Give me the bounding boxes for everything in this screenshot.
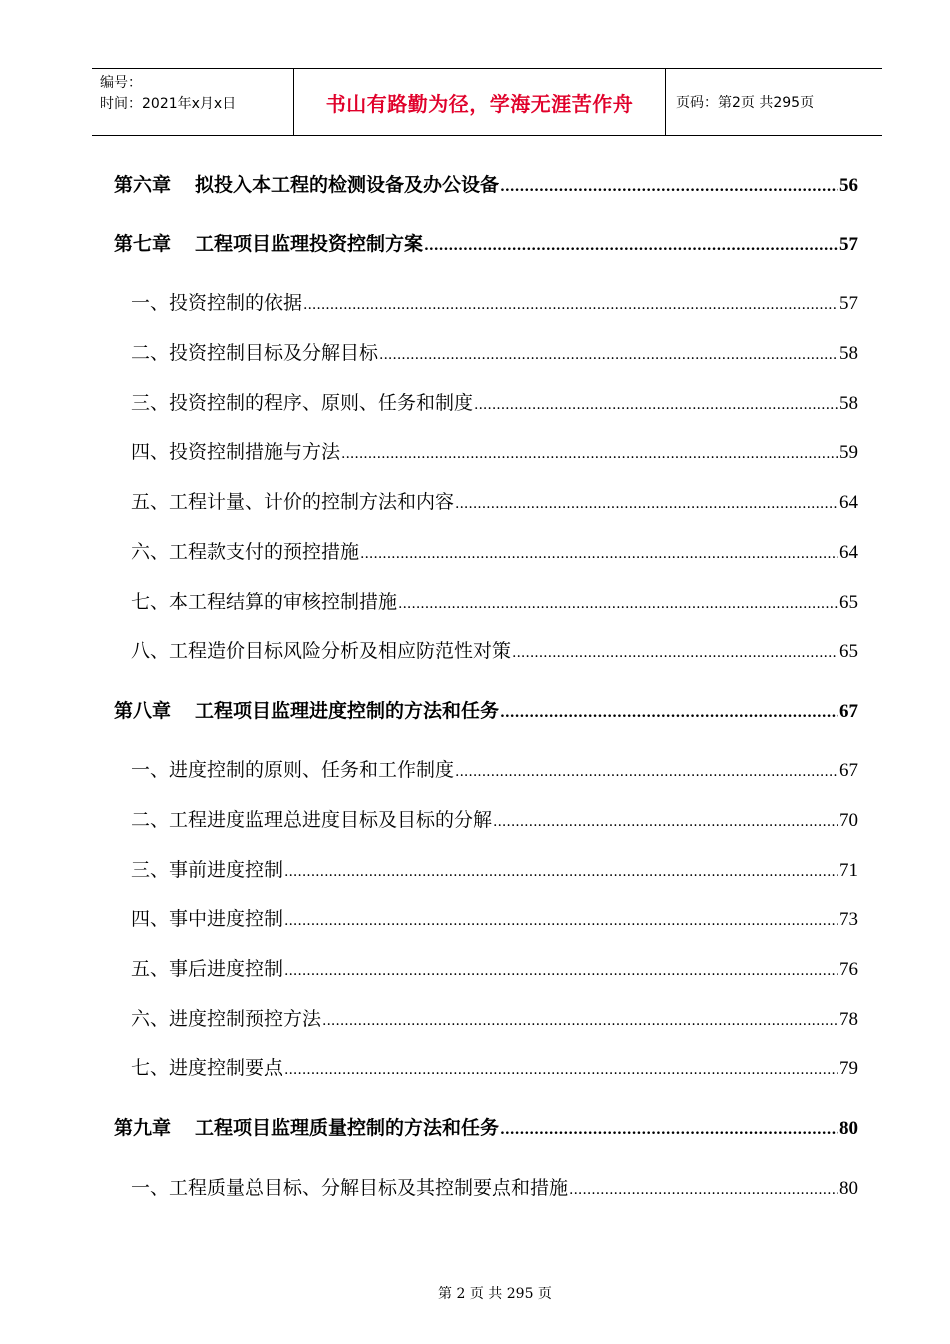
toc-entry-title: 三、事前进度控制 [131, 859, 284, 881]
toc-entry-title: 二、工程进度监理总进度目标及目标的分解 [131, 809, 493, 831]
toc-leader-dots [322, 1007, 838, 1035]
header-page-code: 页码：第2页 共295页 [676, 95, 815, 111]
toc-page-number: 64 [839, 542, 858, 563]
toc-leader-dots [569, 1176, 838, 1204]
page-header [92, 68, 882, 136]
toc-page-number: 57 [839, 234, 858, 255]
toc-section-entry[interactable] [131, 488, 858, 516]
toc-page-number: 58 [839, 393, 858, 414]
toc-section-entry[interactable] [131, 438, 858, 466]
toc-page-number: 80 [839, 1118, 858, 1139]
toc-page-number: 78 [839, 1009, 858, 1030]
toc-leader-dots [284, 1056, 838, 1084]
toc-page-number: 67 [839, 760, 858, 781]
toc-page-number: 71 [839, 860, 858, 881]
toc-section-entry[interactable] [131, 538, 858, 566]
toc-section-entry[interactable] [131, 1174, 858, 1202]
toc-leader-dots [284, 907, 838, 935]
toc-entry-title: 七、进度控制要点 [131, 1057, 284, 1079]
toc-section-entry[interactable] [131, 339, 858, 367]
toc-section-entry[interactable] [131, 806, 858, 834]
toc-entry-title: 五、事后进度控制 [131, 958, 284, 980]
toc-section-entry[interactable] [131, 289, 858, 317]
toc-entry-title [114, 697, 499, 725]
toc-leader-dots [284, 858, 838, 886]
header-meta [92, 69, 293, 135]
toc-leader-dots [379, 341, 838, 369]
toc-chapter-title: 工程项目监理投资控制方案 [195, 233, 424, 255]
toc-section-entry[interactable] [131, 1005, 858, 1033]
toc-leader-dots [303, 291, 838, 319]
toc-chapter-number: 第九章 [114, 1117, 172, 1139]
toc-section-entry[interactable] [131, 856, 858, 884]
toc-chapter-entry[interactable] [114, 1114, 858, 1142]
header-motto-cell [293, 69, 666, 135]
toc-chapter-number: 第七章 [114, 233, 172, 255]
toc-leader-dots [455, 758, 838, 786]
toc-page-number: 67 [839, 701, 858, 722]
toc-leader-dots [398, 590, 838, 618]
toc-section-entry[interactable] [131, 756, 858, 784]
toc-entry-title [114, 230, 423, 258]
toc-entry-title: 四、事中进度控制 [131, 908, 284, 930]
toc-leader-dots [500, 699, 838, 727]
page-footer: 第 2 页 共 295 页 [438, 1286, 552, 1302]
toc-leader-dots [360, 540, 838, 568]
toc-page-number: 65 [839, 592, 858, 613]
toc-page-number: 80 [839, 1178, 858, 1199]
toc-chapter-entry[interactable] [114, 230, 858, 258]
toc-leader-dots [424, 232, 838, 260]
document-time-label: 时间：2021年x月x日 [100, 96, 237, 112]
toc-page-number: 65 [839, 641, 858, 662]
toc-entry-title: 一、进度控制的原则、任务和工作制度 [131, 759, 455, 781]
toc-entry-title: 八、工程造价目标风险分析及相应防范性对策 [131, 640, 512, 662]
toc-section-entry[interactable] [131, 588, 858, 616]
toc-chapter-title: 工程项目监理进度控制的方法和任务 [195, 700, 500, 722]
toc-section-entry[interactable] [131, 637, 858, 665]
toc-page-number: 59 [839, 442, 858, 463]
toc-page-number: 73 [839, 909, 858, 930]
toc-leader-dots [493, 808, 838, 836]
toc-page-number: 56 [839, 175, 858, 196]
toc-entry-title: 一、投资控制的依据 [131, 292, 303, 314]
toc-leader-dots [512, 639, 838, 667]
toc-section-entry[interactable] [131, 905, 858, 933]
toc-leader-dots [500, 1116, 838, 1144]
toc-page-number: 58 [839, 343, 858, 364]
toc-entry-title: 二、投资控制目标及分解目标 [131, 342, 379, 364]
toc-chapter-number: 第六章 [114, 174, 172, 196]
toc-section-entry[interactable] [131, 1054, 858, 1082]
toc-section-entry[interactable] [131, 389, 858, 417]
toc-entry-title: 六、进度控制预控方法 [131, 1008, 322, 1030]
toc-page-number: 76 [839, 959, 858, 980]
toc-page-number: 57 [839, 293, 858, 314]
toc-chapter-number: 第八章 [114, 700, 172, 722]
toc-entry-title: 五、工程计量、计价的控制方法和内容 [131, 491, 455, 513]
toc-chapter-entry[interactable] [114, 697, 858, 725]
toc-page-number: 79 [839, 1058, 858, 1079]
document-number-label: 编号： [100, 75, 142, 91]
toc-leader-dots [455, 490, 838, 518]
toc-entry-title [114, 1114, 499, 1142]
toc-entry-title: 三、投资控制的程序、原则、任务和制度 [131, 392, 474, 414]
toc-page-number: 64 [839, 492, 858, 513]
toc-section-entry[interactable] [131, 955, 858, 983]
toc-entry-title: 一、工程质量总目标、分解目标及其控制要点和措施 [131, 1177, 569, 1199]
toc-chapter-entry[interactable] [114, 171, 858, 199]
toc-chapter-title: 工程项目监理质量控制的方法和任务 [195, 1117, 500, 1139]
toc-leader-dots [474, 391, 838, 419]
toc-leader-dots [341, 440, 838, 468]
toc-leader-dots [284, 957, 838, 985]
toc-leader-dots [500, 173, 838, 201]
toc-entry-title: 七、本工程结算的审核控制措施 [131, 591, 398, 613]
header-page-code-cell [666, 69, 882, 135]
header-motto: 书山有路勤为径，学海无涯苦作舟 [325, 91, 634, 116]
toc-page-number: 70 [839, 810, 858, 831]
toc-chapter-title: 拟投入本工程的检测设备及办公设备 [195, 174, 500, 196]
toc-entry-title [114, 171, 499, 199]
toc-entry-title: 六、工程款支付的预控措施 [131, 541, 360, 563]
toc-entry-title: 四、投资控制措施与方法 [131, 441, 341, 463]
